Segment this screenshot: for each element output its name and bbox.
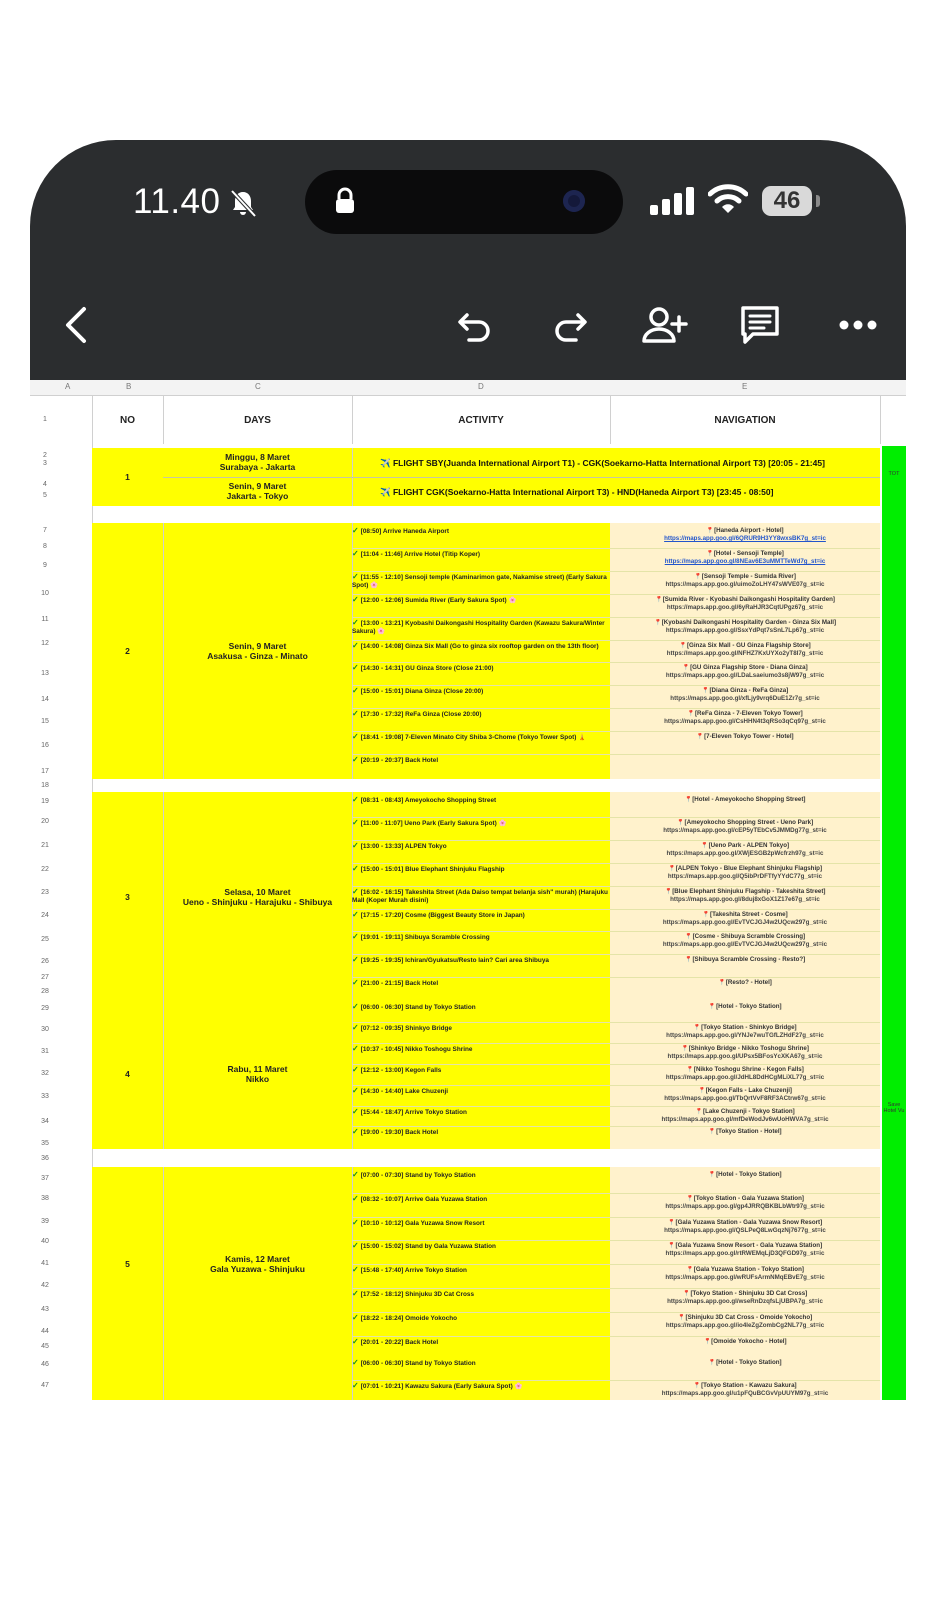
maps-link[interactable]: https://maps.app.goo.gl/xfLjy9vrq6DuE1Zr7g_st=ic (670, 695, 820, 703)
comment-button[interactable] (735, 300, 785, 350)
row-number[interactable]: 37 (41, 1175, 49, 1182)
check-icon: ✓ (352, 1381, 359, 1390)
day1-flight: ✈️ FLIGHT SBY(Juanda International Airport T1) - CGK(Soekarno-Hatta International Airport T3) [20:05 - 21:45] (380, 458, 825, 468)
row-number[interactable]: 38 (41, 1195, 49, 1202)
row-number[interactable]: 23 (41, 889, 49, 896)
day-date: Rabu, 11 Maret (227, 1064, 288, 1074)
activity-item[interactable]: ✓ [06:00 - 06:30] Stand by Tokyo Station (352, 1359, 476, 1367)
row-number[interactable]: 30 (41, 1026, 49, 1033)
row-number[interactable]: 4 (43, 481, 47, 488)
day-date: Kamis, 12 Maret (225, 1254, 290, 1264)
row-number[interactable]: 35 (41, 1140, 49, 1147)
more-icon (838, 319, 878, 331)
navigation-item[interactable]: 📍[Tokyo Station - Hotel] (708, 1128, 782, 1136)
maps-link[interactable]: https://maps.app.goo.gl/u1pFQuBCGvVpUUYM97g_st=ic (661, 1389, 829, 1397)
day-date: Selasa, 10 Maret (224, 887, 291, 897)
check-icon: ✓ (352, 756, 359, 764)
activity-item[interactable]: ✓ [19:00 - 19:30] Back Hotel (352, 1128, 439, 1137)
battery-level: 46 (762, 186, 812, 216)
signal-icon (650, 187, 696, 215)
row-divider (352, 1240, 880, 1241)
row-divider (352, 617, 880, 618)
navigation-item[interactable]: 📍[Hotel - Sensoji Temple] https://maps.app.goo.gl/8NEav6E3uMMTTeWd7g_st=ic (612, 550, 878, 566)
maps-link[interactable]: https://maps.app.goo.gl/YNJe7wuTGfLZHdF27g_st=ic (666, 1031, 824, 1039)
day1-number: 1 (125, 472, 130, 482)
check-icon: ✓ (352, 687, 359, 696)
redo-button[interactable] (545, 300, 595, 350)
column-b-header[interactable]: B (126, 382, 132, 391)
row-number[interactable]: 12 (41, 640, 49, 647)
navigation-item[interactable]: 📍[Shibuya Scramble Crossing - Resto?] (684, 956, 806, 964)
maps-link[interactable]: https://maps.app.goo.gl/wRUFsArmNMqEBvE7g_st=ic (665, 1274, 825, 1282)
row-number[interactable]: 36 (41, 1155, 49, 1162)
row-divider (352, 1336, 880, 1337)
navigation-item[interactable]: 📍[Takeshita Street - Cosme] https://maps.app.goo.gl/EvTVCJGJ4w2UQcw297g_st=ic (612, 911, 878, 927)
row-number[interactable]: 10 (41, 590, 49, 597)
row-divider (352, 1085, 880, 1086)
check-icon: ✓ (352, 1290, 359, 1298)
activity-item[interactable]: ✓ [06:00 - 06:30] Stand by Tokyo Station (352, 1003, 476, 1011)
row-number[interactable]: 39 (41, 1218, 49, 1225)
navigation-item[interactable]: 📍[Diana Ginza - ReFa Ginza] https://maps.app.goo.gl/xfLjy9vrq6DuE1Zr7g_st=ic (612, 687, 878, 703)
day1-route: Surabaya - Jakarta (219, 462, 296, 472)
row-divider (352, 1312, 880, 1313)
row-number[interactable]: 34 (41, 1118, 49, 1125)
check-icon: ✓ (352, 1044, 359, 1053)
row-divider (352, 1106, 880, 1107)
maps-link[interactable]: https://maps.app.goo.gl/UPsx5BFosYcXKA67g_st=ic (667, 1052, 823, 1060)
activity-item[interactable]: ✓ [07:01 - 10:21] Kawazu Sakura (Early Sakura Spot) 🌸 (352, 1381, 523, 1390)
row-number[interactable]: 26 (41, 958, 49, 965)
check-icon: ✓ (352, 1086, 359, 1095)
check-icon: ✓ (352, 595, 359, 604)
maps-link[interactable]: https://maps.app.goo.gl/6QRUR9H3YY8wxsBK7g_st=ic (664, 535, 826, 542)
status-column[interactable] (882, 446, 906, 1400)
row-number[interactable]: 8 (43, 543, 47, 550)
activity-item[interactable]: ✓ [14:00 - 14:08] Ginza Six Mall (Go to ginza six rooftop garden on the 13th floor) (352, 641, 599, 650)
check-icon: ✓ (352, 1242, 359, 1251)
activity-item[interactable]: ✓ [17:52 - 18:12] Shinjuku 3D Cat Cross (352, 1290, 474, 1298)
header-navigation[interactable]: NAVIGATION (610, 396, 881, 444)
navigation-item[interactable]: 📍[Sensoji Temple - Sumida River] https://maps.app.goo.gl/uimoZoLHY47sWVE07g_st=ic (612, 573, 878, 589)
back-button[interactable] (52, 300, 102, 350)
row-number[interactable]: 46 (41, 1361, 49, 1368)
maps-link[interactable]: https://maps.app.goo.gl/Q5ibPrDFTfyYYdC77g_st=ic (667, 872, 823, 880)
comment-icon (739, 304, 781, 346)
wifi-icon (708, 183, 748, 215)
row-divider (352, 817, 880, 818)
redo-icon (550, 305, 590, 345)
check-icon: ✓ (352, 1003, 359, 1011)
row-divider (352, 1217, 880, 1218)
navigation-item[interactable]: 📍[Shinjuku 3D Cat Cross - Omoide Yokocho] https://maps.app.goo.gl/io4leZgZombCg2NL77g_st=ic (612, 1314, 878, 1330)
row-number[interactable]: 20 (41, 818, 49, 825)
day-route: Asakusa - Ginza - Minato (207, 651, 308, 661)
row-number[interactable]: 27 (41, 974, 49, 981)
day-number: 3 (125, 892, 130, 902)
check-icon: ✓ (352, 1359, 359, 1367)
row-divider (352, 863, 880, 864)
row-divider (352, 886, 880, 887)
row-number[interactable]: 40 (41, 1238, 49, 1245)
add-person-icon (641, 305, 689, 345)
maps-link[interactable]: https://maps.app.goo.gl/EvTVCJGJ4w2UQcw297g_st=ic (662, 941, 828, 949)
day1-divider (163, 477, 880, 478)
activity-item[interactable]: ✓ [20:19 - 20:37] Back Hotel (352, 756, 439, 764)
maps-link[interactable]: https://maps.app.goo.gl/XWjESGB2pWcfrzh97g_st=ic (666, 849, 824, 857)
maps-link[interactable]: https://maps.app.goo.gl/cEP5yTEbCv5JMMDg77g_st=ic (663, 826, 827, 834)
check-icon: ✓ (352, 618, 359, 627)
navigation-item[interactable]: 📍[Ameyokocho Shopping Street - Ueno Park] https://maps.app.goo.gl/cEP5yTEbCv5JMMDg77g_st=ic (612, 819, 878, 835)
row-number[interactable]: 19 (41, 798, 49, 805)
navigation-item[interactable]: 📍[Ueno Park - ALPEN Tokyo] https://maps.app.goo.gl/XWjESGB2pWcfrzh97g_st=ic (612, 842, 878, 858)
row-divider (352, 954, 880, 955)
row-number[interactable]: 33 (41, 1093, 49, 1100)
battery-nub (816, 195, 820, 207)
navigation-item[interactable]: 📍[Cosme - Shibuya Scramble Crossing] https://maps.app.goo.gl/EvTVCJGJ4w2UQcw297g_st=ic (612, 933, 878, 949)
check-icon: ✓ (352, 527, 359, 535)
row-divider (352, 977, 880, 978)
row-number[interactable]: 45 (41, 1343, 49, 1350)
check-icon: ✓ (352, 549, 359, 558)
row-number[interactable]: 31 (41, 1048, 49, 1055)
check-icon: ✓ (352, 956, 359, 965)
row-number[interactable]: 1 (43, 416, 47, 423)
row-number[interactable]: 22 (41, 866, 49, 873)
row-number[interactable]: 3 (43, 460, 47, 467)
column-e-header[interactable]: E (742, 382, 748, 391)
row-number[interactable]: 17 (41, 768, 49, 775)
row-number[interactable]: 13 (41, 670, 49, 677)
activity-item[interactable]: ✓ [20:01 - 20:22] Back Hotel (352, 1337, 439, 1346)
day-date: Senin, 9 Maret (228, 641, 287, 651)
row-number[interactable]: 28 (41, 988, 49, 995)
navigation-item[interactable]: 📍[Gala Yuzawa Snow Resort - Gala Yuzawa Station] https://maps.app.goo.gl/rtRWEMqLjD3QFGD97g_st=ic (612, 1242, 878, 1258)
check-icon: ✓ (352, 1107, 359, 1116)
back-icon (62, 305, 92, 345)
row-divider (352, 1288, 880, 1289)
column-c-header[interactable]: C (255, 382, 261, 391)
row-divider (352, 840, 880, 841)
maps-link[interactable]: https://maps.app.goo.gl/JdHL8DdHCgMLiXL77g_st=ic (665, 1073, 825, 1081)
day-route: Nikko (245, 1074, 270, 1084)
day-number: 2 (125, 646, 130, 656)
row-divider (352, 731, 880, 732)
row-divider (352, 594, 880, 595)
check-icon: ✓ (352, 841, 359, 850)
activity-item[interactable]: ✓ [19:01 - 19:11] Shibuya Scramble Crossing (352, 933, 490, 942)
navigation-item[interactable]: 📍[Tokyo Station - Gala Yuzawa Station] https://maps.app.goo.gl/gp4JRRQBKBLbWtr97g_st=ic (612, 1195, 878, 1211)
check-icon: ✓ (352, 796, 359, 804)
day1-date: Senin, 9 Maret (228, 481, 287, 491)
navigation-item[interactable]: 📍[Omoide Yokocho - Hotel] (703, 1337, 787, 1345)
navigation-item[interactable]: 📍[Tokyo Station - Shinjuku 3D Cat Cross] https://maps.app.goo.gl/wseRnDzqfsLjUBPA7g_st=ic (612, 1290, 878, 1306)
navigation-item[interactable]: 📍[Gala Yuzawa Station - Gala Yuzawa Snow Resort] https://maps.app.goo.gl/QSLPeQ8LwGqzNj7677g_st=ic (612, 1219, 878, 1235)
maps-link[interactable]: https://maps.app.goo.gl/mfDeWodJv6wUoHWVA7g_st=ic (661, 1115, 829, 1123)
activity-item[interactable]: ✓ [10:10 - 10:12] Gala Yuzawa Snow Resort (352, 1218, 485, 1227)
row-number[interactable]: 11 (41, 616, 49, 623)
navigation-item[interactable]: 📍[Nikko Toshogu Shrine - Kegon Falls] https://maps.app.goo.gl/JdHL8DdHCgMLiXL77g_st=ic (612, 1066, 878, 1082)
row-number[interactable]: 21 (41, 842, 49, 849)
check-icon: ✓ (352, 1065, 359, 1074)
more-button[interactable] (833, 300, 883, 350)
activity-item[interactable]: ✓ [07:12 - 09:35] Shinkyo Bridge (352, 1023, 452, 1032)
maps-link[interactable]: https://maps.app.goo.gl/LDaLsaeiumo3s8jW97g_st=ic (665, 672, 825, 680)
activity-item[interactable]: ✓ [15:00 - 15:01] Diana Ginza (Close 20:00) (352, 687, 484, 696)
row-divider (352, 1043, 880, 1044)
navigation-item[interactable]: 📍[GU Ginza Flagship Store - Diana Ginza] https://maps.app.goo.gl/LDaLsaeiumo3s8jW97g_st=ic (612, 664, 878, 680)
row-number[interactable]: 29 (41, 1005, 49, 1012)
activity-item[interactable]: ✓ [17:15 - 17:20] Cosme (Biggest Beauty Store in Japan) (352, 910, 525, 919)
maps-link[interactable]: https://maps.app.goo.gl/io4leZgZombCg2NL77g_st=ic (665, 1321, 825, 1329)
navigation-item[interactable]: 📍[Sumida River - Kyobashi Daikongashi Hospitality Garden] https://maps.app.goo.gl/6yRaHJR3CqtUPgz67g_st=ic (612, 596, 878, 612)
row-number[interactable]: 32 (41, 1070, 49, 1077)
row-number[interactable]: 7 (43, 527, 47, 534)
status-bar (30, 140, 906, 270)
row-divider (352, 931, 880, 932)
row-number[interactable]: 47 (41, 1382, 49, 1389)
row-number[interactable]: 41 (41, 1260, 49, 1267)
maps-link[interactable]: https://maps.app.goo.gl/gp4JRRQBKBLbWtr97g_st=ic (665, 1202, 825, 1210)
check-icon: ✓ (352, 1128, 359, 1137)
activity-item[interactable]: ✓ [12:00 - 12:06] Sumida River (Early Sakura Spot) 🌸 (352, 595, 517, 604)
check-icon: ✓ (352, 572, 359, 581)
row-number[interactable]: 9 (43, 562, 47, 569)
lock-icon (334, 187, 356, 215)
navigation-item[interactable]: 📍[Hotel - Ameyokocho Shopping Street] (684, 796, 806, 803)
camera-dot (563, 190, 585, 212)
check-icon: ✓ (352, 979, 359, 988)
row-divider (352, 571, 880, 572)
day-info-cell[interactable] (92, 1355, 352, 1400)
row-divider (352, 1264, 880, 1265)
toolbar (30, 290, 906, 370)
undo-icon (455, 305, 495, 345)
day-route: Ueno - Shinjuku - Harajuku - Shibuya (182, 897, 333, 907)
activity-item[interactable]: ✓ [18:22 - 18:24] Omoide Yokocho (352, 1313, 458, 1322)
row-divider (352, 548, 880, 549)
activity-item[interactable]: ✓ [14:30 - 14:31] GU Ginza Store (Close 21:00) (352, 664, 494, 673)
row-divider (352, 662, 880, 663)
row-number[interactable]: 15 (41, 718, 49, 725)
navigation-item[interactable]: 📍[ALPEN Tokyo - Blue Elephant Shinjuku Flagship] https://maps.app.goo.gl/Q5ibPrDFTfyYYdC77g_st=ic (612, 865, 878, 881)
day1-route: Jakarta - Tokyo (226, 491, 289, 501)
day1-flight: ✈️ FLIGHT CGK(Soekarno-Hatta International Airport T3) - HND(Haneda Airport T3) [23:45 - 08:50] (380, 487, 774, 497)
check-icon: ✓ (352, 1337, 359, 1346)
row-number[interactable]: 24 (41, 912, 49, 919)
day-route: Gala Yuzawa - Shinjuku (210, 1264, 305, 1274)
column-d-header[interactable]: D (478, 382, 484, 391)
activity-item[interactable]: ✓ [13:00 - 13:21] Kyobashi Daikongashi Hospitality Garden (Kawazu Sakura/Winter Sakura) 🌸 (352, 618, 605, 635)
status-time: 11.40 (133, 182, 221, 221)
spreadsheet[interactable] (30, 380, 906, 1400)
navigation-item[interactable]: 📍[Tokyo Station - Kawazu Sakura] https://maps.app.goo.gl/u1pFQuBCGvVpUUYM97g_st=ic (612, 1382, 878, 1398)
navigation-item[interactable]: 📍[Tokyo Station - Shinkyo Bridge] https://maps.app.goo.gl/YNJe7wuTGfLZHdF27g_st=ic (612, 1024, 878, 1040)
row-number[interactable]: 18 (41, 782, 49, 789)
check-icon: ✓ (352, 1171, 359, 1179)
activity-item[interactable]: ✓ [11:00 - 11:07] Ueno Park (Early Sakura Spot) 🌸 (352, 818, 507, 827)
dynamic-island (305, 170, 623, 234)
header-activity[interactable]: ACTIVITY (352, 396, 611, 444)
grid-line (163, 1355, 164, 1400)
check-icon: ✓ (352, 710, 359, 719)
activity-item[interactable]: ✓ [15:44 - 18:47] Arrive Tokyo Station (352, 1107, 467, 1116)
activity-item[interactable]: ✓ [11:55 - 12:10] Sensoji temple (Kaminarimon gate, Nakamise street) (Early Sakura Spot) 🌸 (352, 572, 607, 589)
undo-button[interactable] (450, 300, 500, 350)
navigation-item[interactable]: 📍[Resto? - Hotel] (718, 979, 772, 987)
day-number: 4 (125, 1069, 130, 1079)
navigation-item[interactable]: 📍[Kegon Falls - Lake Chuzenji] https://maps.app.goo.gl/TbQrtVvF8RF3ACtrw67g_st=ic (612, 1087, 878, 1103)
navigation-item[interactable]: 📍[Hotel - Tokyo Station] (708, 1359, 782, 1366)
check-icon: ✓ (352, 1266, 359, 1275)
row-divider (352, 1022, 880, 1023)
maps-link[interactable]: https://maps.app.goo.gl/6yRaHJR3CqtUPgz67g_st=ic (666, 603, 824, 611)
maps-link[interactable]: https://maps.app.goo.gl/QSLPeQ8LwGqzNj7677g_st=ic (664, 1226, 826, 1234)
navigation-item[interactable]: 📍[Hotel - Tokyo Station] (708, 1003, 782, 1010)
maps-link[interactable]: https://maps.app.goo.gl/SsxYdPqt7sSnL7Lp67g_st=ic (665, 626, 825, 634)
check-icon: ✓ (352, 664, 359, 673)
row-number[interactable]: 43 (41, 1306, 49, 1313)
row-number[interactable]: 2 (43, 452, 47, 459)
row-divider (352, 685, 880, 686)
row-number[interactable]: 14 (41, 696, 49, 703)
activity-item[interactable]: ✓ [08:32 - 10:07] Arrive Gala Yuzawa Station (352, 1194, 488, 1203)
day1-date: Minggu, 8 Maret (225, 452, 290, 462)
header-no[interactable]: NO (92, 396, 164, 444)
check-icon: ✓ (352, 733, 359, 742)
activity-item[interactable]: ✓ [15:48 - 17:40] Arrive Tokyo Station (352, 1266, 467, 1275)
phone-frame (30, 140, 906, 1400)
maps-link[interactable]: https://maps.app.goo.gl/EvTVCJGJ4w2UQcw297g_st=ic (662, 918, 828, 926)
check-icon: ✓ (352, 864, 359, 873)
maps-link[interactable]: https://maps.app.goo.gl/NFHZ7KxUYXo2yT8I7g_st=ic (666, 649, 824, 657)
row-divider (352, 1380, 880, 1381)
side-note-day1: TOT (888, 471, 900, 477)
row-divider (352, 640, 880, 641)
maps-link[interactable]: https://maps.app.goo.gl/TbQrtVvF8RF3ACtrw67g_st=ic (664, 1094, 826, 1102)
row-number[interactable]: 44 (41, 1328, 49, 1335)
maps-link[interactable]: https://maps.app.goo.gl/CsHHN4t3qRSo3qCq97g_st=ic (664, 718, 826, 726)
check-icon: ✓ (352, 1194, 359, 1203)
maps-link[interactable]: https://maps.app.goo.gl/wseRnDzqfsLjUBPA7g_st=ic (667, 1298, 823, 1305)
activity-item[interactable]: ✓ [14:30 - 14:40] Lake Chuzenji (352, 1086, 449, 1095)
activity-item[interactable]: ✓ [15:00 - 15:02] Stand by Gala Yuzawa Station (352, 1242, 496, 1251)
navigation-item[interactable]: 📍[Gala Yuzawa Station - Tokyo Station] https://maps.app.goo.gl/wRUFsArmNMqEBvE7g_st=ic (612, 1266, 878, 1282)
check-icon: ✓ (352, 1313, 359, 1322)
maps-link[interactable]: https://maps.app.goo.gl/8duj8xGoX1Z17e67g_st=ic (670, 895, 820, 903)
activity-item[interactable]: ✓ [21:00 - 21:15] Back Hotel (352, 979, 439, 988)
row-number[interactable]: 5 (43, 492, 47, 499)
share-button[interactable] (640, 300, 690, 350)
navigation-item[interactable]: 📍[Kyobashi Daikongashi Hospitality Garden - Ginza Six Mall] https://maps.app.goo.gl/SsxYdPqt7sSnL7Lp67g_st=ic (612, 619, 878, 635)
activity-item[interactable]: ✓ [11:04 - 11:46] Arrive Hotel (Titip Koper) (352, 549, 481, 558)
row-divider (352, 1064, 880, 1065)
activity-item[interactable]: ✓ [18:41 - 19:08] 7-Eleven Minato City Shiba 3-Chome (Tokyo Tower Spot) 🗼 (352, 733, 587, 742)
maps-link[interactable]: https://maps.app.goo.gl/8NEav6E3uMMTTeWd7g_st=ic (664, 557, 826, 565)
row-number[interactable]: 25 (41, 936, 49, 943)
check-icon: ✓ (352, 910, 359, 919)
navigation-item[interactable]: 📍[Lake Chuzenji - Tokyo Station] https://maps.app.goo.gl/mfDeWodJv6wUoHWVA7g_st=ic (612, 1108, 878, 1124)
check-icon: ✓ (352, 641, 359, 650)
day-number: 5 (125, 1259, 130, 1269)
activity-item[interactable]: ✓ [08:50] Arrive Haneda Airport (352, 527, 450, 535)
activity-item[interactable]: ✓ [12:12 - 13:00] Kegon Falls (352, 1065, 442, 1074)
activity-item[interactable]: ✓ [08:31 - 08:43] Ameyokocho Shopping Street (352, 796, 497, 804)
row-divider (352, 1193, 880, 1194)
check-icon: ✓ (352, 1023, 359, 1032)
activity-item[interactable]: ✓ [19:25 - 19:35] Ichiran/Gyukatsu/Resto lain? Cari area Shibuya (352, 956, 549, 965)
row-number[interactable]: 42 (41, 1282, 49, 1289)
column-header-bar (30, 380, 906, 396)
navigation-item[interactable]: 📍[Ginza Six Mall - GU Ginza Flagship Store] https://maps.app.goo.gl/NFHZ7KxUYXo2yT8I7g_st=ic (612, 642, 878, 658)
maps-link[interactable]: https://maps.app.goo.gl/rtRWEMqLjD3QFGD97g_st=ic (665, 1250, 825, 1258)
navigation-item[interactable]: 📍[Blue Elephant Shinjuku Flagship - Takeshita Street] https://maps.app.goo.gl/8duj8xGoX1Z17e67g_st=ic (612, 888, 878, 904)
activity-item[interactable]: ✓ [13:00 - 13:33] ALPEN Tokyo (352, 841, 447, 850)
navigation-item[interactable]: 📍[Haneda Airport - Hotel] https://maps.app.goo.gl/6QRUR9H3YY8wxsBK7g_st=ic (612, 527, 878, 543)
activity-item[interactable]: ✓ [10:37 - 10:45] Nikko Toshogu Shrine (352, 1044, 473, 1053)
check-icon: ✓ (352, 1218, 359, 1227)
navigation-item[interactable]: 📍[Hotel - Tokyo Station] (708, 1171, 782, 1178)
navigation-item[interactable]: 📍[7-Eleven Tokyo Tower - Hotel] (696, 733, 794, 741)
side-note-day4: Save Hotel Vu (883, 1102, 905, 1114)
row-divider (352, 1126, 880, 1127)
header-days[interactable]: DAYS (163, 396, 353, 444)
row-divider (352, 708, 880, 709)
column-a-header[interactable]: A (65, 382, 71, 391)
navigation-item[interactable]: 📍[Shinkyo Bridge - Nikko Toshogu Shrine] https://maps.app.goo.gl/UPsx5BFosYcXKA67g_st=ic (612, 1045, 878, 1061)
check-icon: ✓ (352, 887, 359, 896)
maps-link[interactable]: https://maps.app.goo.gl/uimoZoLHY47sWVE07g_st=ic (665, 580, 825, 588)
navigation-item[interactable]: 📍[ReFa Ginza - 7-Eleven Tokyo Tower] https://maps.app.goo.gl/CsHHN4t3qRSo3qCq97g_st=ic (612, 710, 878, 726)
silent-bell-icon (228, 188, 258, 218)
check-icon: ✓ (352, 933, 359, 942)
row-divider (352, 909, 880, 910)
activity-item[interactable]: ✓ [16:02 - 16:15] Takeshita Street (Ada Daiso tempat belanja sish" murah) (Harajuku Mall (Koper Murah disini) (352, 887, 608, 904)
row-number[interactable]: 16 (41, 742, 49, 749)
activity-item[interactable]: ✓ [15:00 - 15:01] Blue Elephant Shinjuku Flagship (352, 864, 505, 873)
activity-item[interactable]: ✓ [07:00 - 07:30] Stand by Tokyo Station (352, 1171, 476, 1179)
row-divider (352, 754, 880, 755)
check-icon: ✓ (352, 818, 359, 827)
activity-item[interactable]: ✓ [17:30 - 17:32] ReFa Ginza (Close 20:00) (352, 710, 482, 719)
